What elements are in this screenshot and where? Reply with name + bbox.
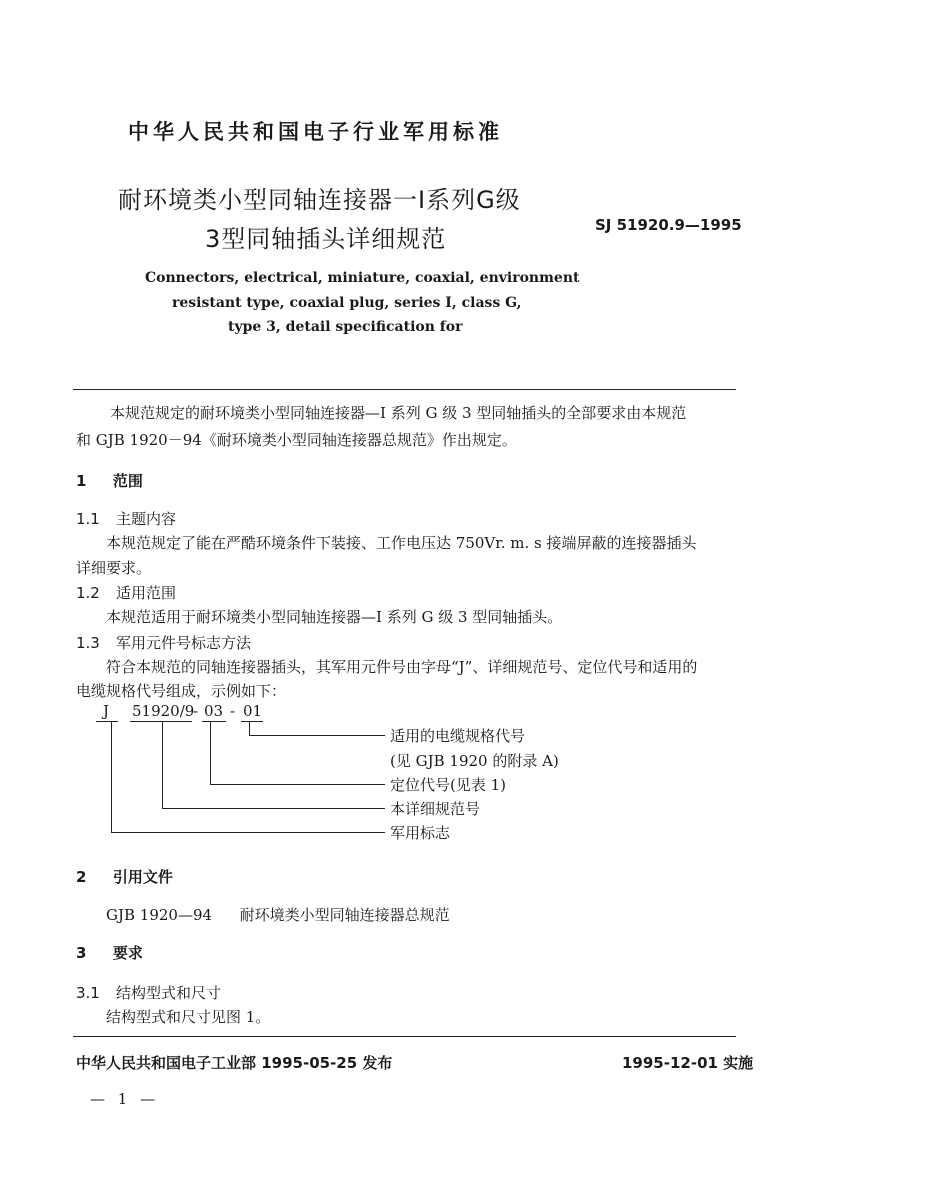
doc-title-line1: 耐环境类小型同轴连接器一Ⅰ系列G级 (118, 186, 521, 214)
code-dash-1: - (193, 702, 199, 720)
issue-statement: 中华人民共和国电子工业部 1995-05-25 发布 (76, 1054, 393, 1072)
leader-spec-horizontal (162, 808, 385, 809)
code-spec: 51920/9 (132, 702, 195, 720)
reference-code: GJB 1920—94 (106, 906, 213, 924)
section-1-3-line2: 电缆规格代号组成，示例如下： (76, 682, 287, 700)
english-title-line1: Connectors, electrical, miniature, coaxial, environment (145, 270, 580, 286)
effective-date: 1995-12-01 实施 (622, 1054, 754, 1072)
section-1-1-line2: 详细要求。 (76, 559, 152, 577)
underline-cable (241, 721, 263, 722)
section-1-title: 范围 (112, 472, 143, 490)
underline-spec (130, 721, 192, 722)
label-cable-note: (见 GJB 1920 的附录 A) (390, 752, 559, 770)
section-3-1-title: 结构型式和尺寸 (116, 984, 222, 1002)
section-1-1-line1: 本规范规定了能在严酷环境条件下装接、工作电压达 750Vr. m. s 接端屏蔽的连接器插头 (106, 534, 697, 552)
reference-entry (106, 904, 450, 925)
org-title: 中华人民共和国电子行业军用标准 (128, 120, 503, 144)
page-number: — 1 — (90, 1090, 160, 1108)
header-divider (73, 389, 736, 390)
leader-cable-vertical (249, 722, 250, 735)
section-1-1-number: 1.1 (76, 510, 100, 528)
label-spec-number: 本详细规范号 (390, 800, 481, 818)
section-1-3-number: 1.3 (76, 634, 100, 652)
code-cable: 01 (243, 702, 263, 720)
leader-cable-horizontal (249, 735, 385, 736)
underline-j (96, 721, 118, 722)
section-1-1-title: 主题内容 (116, 510, 177, 528)
section-1-1-heading (76, 508, 176, 529)
leader-position-vertical (210, 722, 211, 784)
section-1-number: 1 (76, 472, 87, 490)
code-dash-2: - (230, 702, 236, 720)
section-1-2-line1: 本规范适用于耐环境类小型同轴连接器—I 系列 G 级 3 型同轴插头。 (106, 608, 563, 626)
section-3-1-line1: 结构型式和尺寸见图 1。 (106, 1008, 271, 1026)
english-title-line2: resistant type, coaxial plug, series Ⅰ, class G, (172, 295, 522, 311)
label-military-mark: 军用标志 (390, 824, 451, 842)
section-3-title: 要求 (112, 944, 143, 962)
section-1-heading (76, 470, 143, 491)
section-1-2-number: 1.2 (76, 584, 100, 602)
reference-title: 耐环境类小型同轴连接器总规范 (239, 906, 450, 924)
underline-position (202, 721, 226, 722)
leader-spec-vertical (162, 722, 163, 808)
footer-divider (73, 1036, 736, 1037)
section-2-title: 引用文件 (112, 868, 173, 886)
doc-title-line2: 3型同轴插头详细规范 (205, 225, 447, 253)
section-1-2-heading (76, 582, 176, 603)
section-3-1-number: 3.1 (76, 984, 100, 1002)
section-3-heading (76, 942, 143, 963)
section-1-3-heading (76, 632, 251, 653)
section-2-number: 2 (76, 868, 87, 886)
leader-mil-vertical (111, 722, 112, 832)
label-position-code: 定位代号(见表 1) (390, 776, 507, 794)
label-cable-code: 适用的电缆规格代号 (390, 727, 526, 745)
leader-mil-horizontal (111, 832, 385, 833)
standard-number: SJ 51920.9—1995 (595, 216, 742, 234)
section-3-number: 3 (76, 944, 87, 962)
english-title-line3: type 3, detail specification for (228, 319, 463, 335)
intro-line2: 和 GJB 1920－94《耐环境类小型同轴连接器总规范》作出规定。 (76, 431, 517, 449)
section-1-3-line1: 符合本规范的同轴连接器插头，其军用元件号由字母“J”、详细规范号、定位代号和适用的 (106, 658, 698, 676)
code-position: 03 (204, 702, 224, 720)
intro-line1: 本规范规定的耐环境类小型同轴连接器—I 系列 G 级 3 型同轴插头的全部要求由本规范 (110, 404, 687, 422)
section-2-heading (76, 866, 173, 887)
code-j: J (103, 702, 110, 720)
section-1-3-title: 军用元件号标志方法 (116, 634, 252, 652)
section-1-2-title: 适用范围 (116, 584, 177, 602)
section-3-1-heading (76, 982, 221, 1003)
leader-position-horizontal (210, 784, 385, 785)
